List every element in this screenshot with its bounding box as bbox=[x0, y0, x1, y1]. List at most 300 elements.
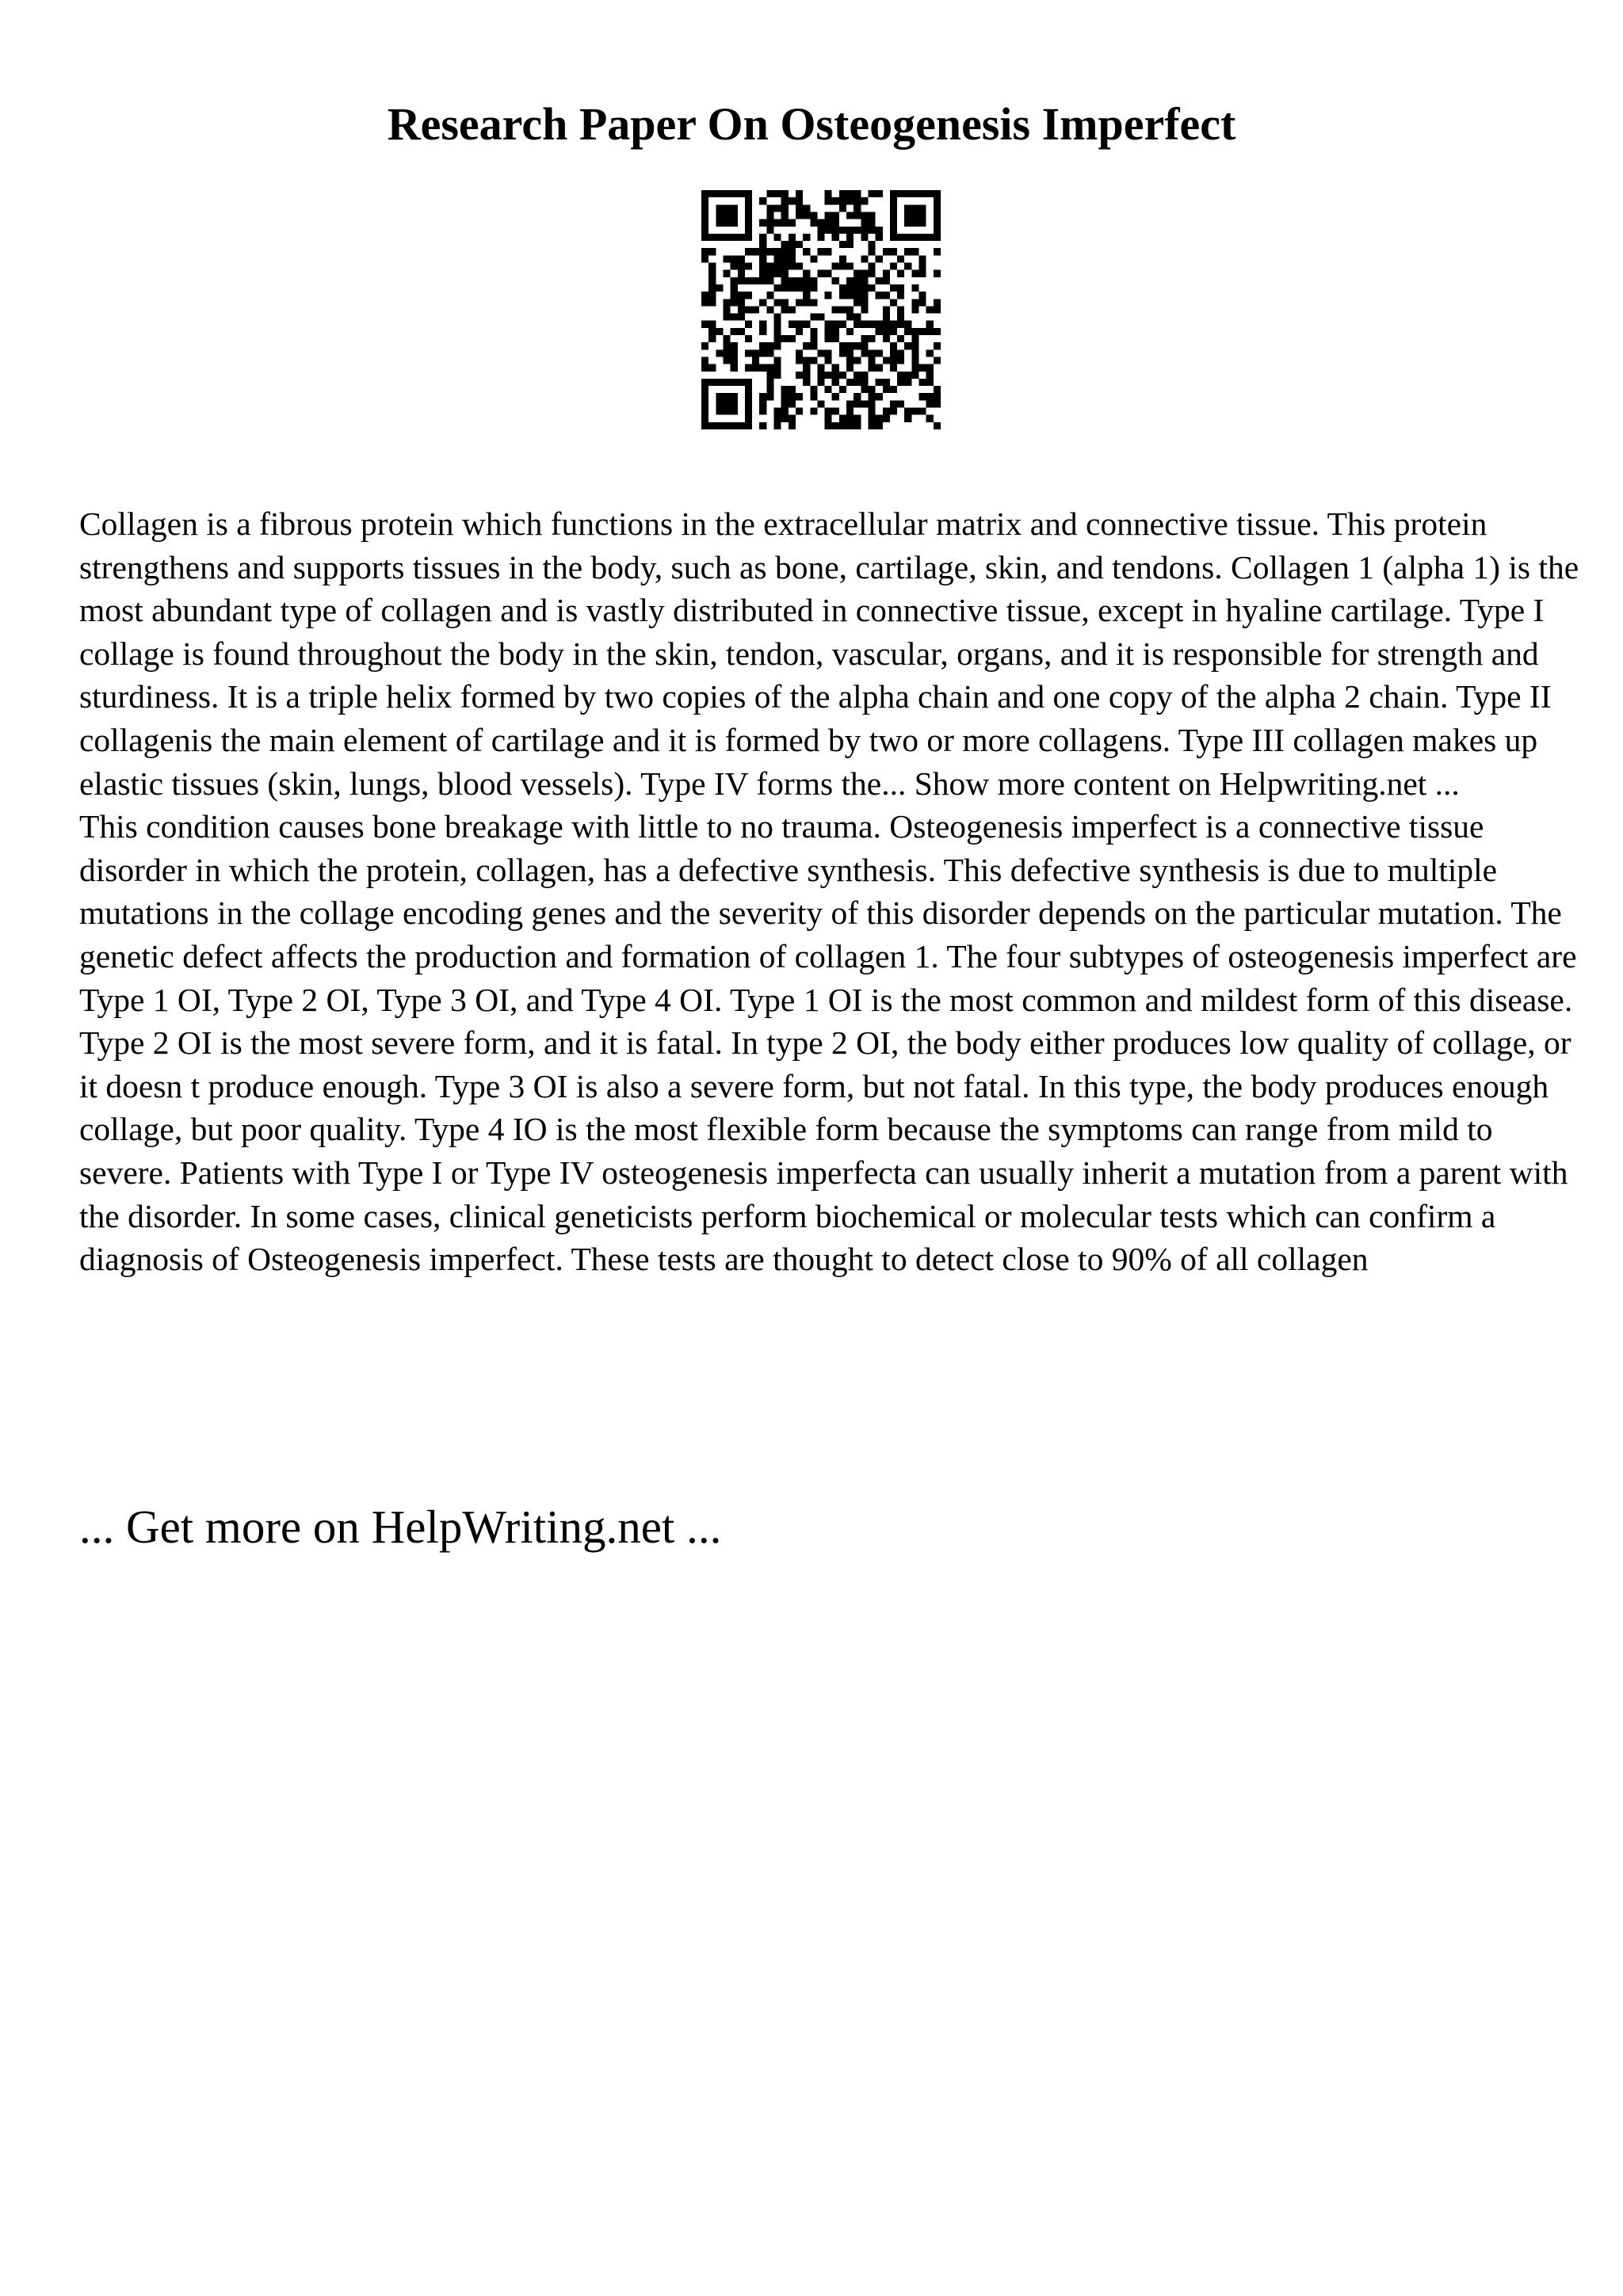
qr-module bbox=[803, 234, 810, 241]
qr-module bbox=[810, 212, 817, 219]
qr-module bbox=[723, 422, 730, 429]
article-body bbox=[79, 502, 1585, 1281]
qr-module bbox=[868, 349, 875, 357]
qr-module bbox=[890, 197, 897, 204]
qr-module bbox=[832, 212, 839, 219]
qr-module bbox=[781, 400, 789, 407]
qr-module bbox=[701, 400, 708, 407]
qr-module bbox=[883, 379, 890, 386]
qr-module bbox=[716, 422, 723, 429]
qr-module bbox=[839, 422, 846, 429]
qr-module bbox=[883, 270, 890, 277]
qr-module bbox=[904, 263, 911, 270]
qr-module bbox=[911, 408, 918, 415]
qr-module bbox=[846, 364, 854, 372]
qr-module bbox=[868, 393, 875, 400]
qr-module bbox=[738, 263, 745, 270]
qr-module bbox=[731, 284, 738, 292]
qr-module bbox=[789, 335, 796, 342]
qr-module bbox=[854, 314, 861, 321]
qr-module bbox=[789, 400, 796, 407]
qr-module bbox=[759, 263, 766, 270]
qr-module bbox=[890, 328, 897, 335]
qr-module bbox=[825, 321, 832, 328]
qr-module bbox=[890, 190, 897, 197]
qr-module bbox=[825, 190, 832, 197]
qr-module bbox=[861, 277, 868, 284]
qr-module bbox=[781, 248, 789, 255]
qr-module bbox=[708, 270, 716, 277]
qr-module bbox=[752, 306, 759, 313]
qr-module bbox=[839, 306, 846, 313]
qr-module bbox=[832, 321, 839, 328]
qr-module bbox=[752, 364, 759, 372]
qr-module bbox=[817, 219, 824, 227]
qr-module bbox=[781, 190, 789, 197]
qr-module bbox=[934, 400, 941, 407]
qr-module bbox=[731, 364, 738, 372]
qr-module bbox=[876, 277, 883, 284]
qr-module bbox=[759, 197, 766, 204]
qr-module bbox=[876, 321, 883, 328]
qr-module bbox=[832, 393, 839, 400]
qr-module bbox=[861, 372, 868, 379]
qr-module bbox=[919, 190, 926, 197]
qr-module bbox=[861, 321, 868, 328]
qr-module bbox=[817, 314, 824, 321]
qr-module bbox=[810, 393, 817, 400]
qr-module bbox=[846, 227, 854, 234]
qr-module bbox=[839, 255, 846, 262]
qr-module bbox=[723, 306, 730, 313]
qr-module bbox=[723, 357, 730, 364]
qr-module bbox=[796, 357, 803, 364]
qr-module bbox=[708, 335, 716, 342]
qr-module bbox=[846, 263, 854, 270]
qr-module bbox=[731, 342, 738, 349]
qr-module bbox=[846, 277, 854, 284]
qr-module bbox=[861, 270, 868, 277]
qr-module bbox=[919, 234, 926, 241]
qr-module bbox=[868, 190, 875, 197]
qr-module bbox=[854, 400, 861, 407]
qr-module bbox=[766, 277, 773, 284]
qr-module bbox=[701, 227, 708, 234]
qr-module bbox=[846, 292, 854, 299]
qr-module bbox=[890, 299, 897, 306]
qr-module bbox=[745, 197, 752, 204]
qr-module bbox=[876, 292, 883, 299]
qr-module bbox=[817, 349, 824, 357]
qr-module bbox=[825, 357, 832, 364]
qr-module bbox=[745, 386, 752, 393]
qr-module bbox=[911, 234, 918, 241]
qr-module bbox=[846, 314, 854, 321]
qr-module bbox=[766, 393, 773, 400]
qr-module bbox=[759, 349, 766, 357]
qr-module bbox=[934, 197, 941, 204]
qr-module bbox=[883, 386, 890, 393]
qr-module bbox=[716, 349, 723, 357]
qr-module bbox=[868, 248, 875, 255]
qr-module bbox=[868, 212, 875, 219]
qr-module bbox=[803, 212, 810, 219]
qr-module bbox=[817, 372, 824, 379]
qr-module bbox=[803, 204, 810, 212]
qr-module bbox=[919, 270, 926, 277]
qr-module bbox=[803, 248, 810, 255]
qr-module bbox=[716, 379, 723, 386]
qr-module bbox=[708, 299, 716, 306]
qr-module bbox=[723, 335, 730, 342]
qr-module bbox=[911, 335, 918, 342]
qr-module bbox=[745, 190, 752, 197]
qr-module bbox=[796, 204, 803, 212]
qr-module bbox=[759, 400, 766, 407]
qr-module bbox=[781, 393, 789, 400]
qr-module bbox=[890, 248, 897, 255]
qr-module bbox=[919, 219, 926, 227]
qr-module bbox=[897, 284, 904, 292]
qr-module bbox=[738, 292, 745, 299]
qr-module bbox=[766, 386, 773, 393]
qr-module bbox=[825, 386, 832, 393]
qr-module bbox=[752, 248, 759, 255]
page-title: Research Paper On Osteogenesis Imperfect bbox=[387, 98, 1236, 150]
qr-module bbox=[716, 393, 723, 400]
qr-module bbox=[701, 204, 708, 212]
qr-module bbox=[861, 342, 868, 349]
qr-module bbox=[723, 299, 730, 306]
qr-module bbox=[708, 248, 716, 255]
qr-module bbox=[890, 364, 897, 372]
qr-module bbox=[904, 328, 911, 335]
qr-module bbox=[825, 422, 832, 429]
qr-module bbox=[883, 292, 890, 299]
qr-module bbox=[904, 234, 911, 241]
qr-module bbox=[876, 379, 883, 386]
qr-module bbox=[861, 400, 868, 407]
qr-module bbox=[796, 190, 803, 197]
qr-module bbox=[759, 277, 766, 284]
qr-module bbox=[781, 415, 789, 422]
qr-module bbox=[904, 248, 911, 255]
qr-module bbox=[832, 306, 839, 313]
qr-module bbox=[766, 379, 773, 386]
qr-module bbox=[781, 212, 789, 219]
qr-module bbox=[934, 328, 941, 335]
qr-module bbox=[926, 306, 934, 313]
qr-module bbox=[919, 364, 926, 372]
qr-module bbox=[890, 342, 897, 349]
qr-module bbox=[825, 219, 832, 227]
qr-module bbox=[911, 357, 918, 364]
qr-module bbox=[861, 219, 868, 227]
qr-module bbox=[861, 255, 868, 262]
qr-module bbox=[934, 204, 941, 212]
qr-module bbox=[781, 270, 789, 277]
qr-module bbox=[774, 263, 781, 270]
qr-module bbox=[911, 364, 918, 372]
qr-module bbox=[789, 263, 796, 270]
qr-module bbox=[789, 321, 796, 328]
qr-module bbox=[810, 299, 817, 306]
qr-module bbox=[774, 299, 781, 306]
qr-module bbox=[745, 248, 752, 255]
qr-module bbox=[774, 372, 781, 379]
qr-module bbox=[934, 248, 941, 255]
qr-module bbox=[911, 219, 918, 227]
qr-module bbox=[745, 349, 752, 357]
qr-module bbox=[868, 400, 875, 407]
qr-module bbox=[781, 306, 789, 313]
qr-module bbox=[846, 234, 854, 241]
qr-module bbox=[723, 400, 730, 407]
qr-module bbox=[738, 277, 745, 284]
qr-module bbox=[745, 408, 752, 415]
qr-module bbox=[919, 263, 926, 270]
qr-module bbox=[701, 357, 708, 364]
qr-module bbox=[759, 241, 766, 248]
qr-module bbox=[839, 204, 846, 212]
qr-module bbox=[861, 386, 868, 393]
qr-module bbox=[731, 212, 738, 219]
qr-module bbox=[716, 190, 723, 197]
qr-module bbox=[890, 400, 897, 407]
qr-module bbox=[883, 277, 890, 284]
qr-module bbox=[781, 197, 789, 204]
qr-module bbox=[759, 328, 766, 335]
qr-module bbox=[796, 372, 803, 379]
qr-module bbox=[731, 349, 738, 357]
qr-module bbox=[876, 349, 883, 357]
qr-module bbox=[789, 284, 796, 292]
qr-module bbox=[701, 248, 708, 255]
qr-module bbox=[708, 284, 716, 292]
qr-module bbox=[825, 212, 832, 219]
qr-module bbox=[796, 284, 803, 292]
qr-module bbox=[832, 379, 839, 386]
qr-module bbox=[803, 277, 810, 284]
qr-module bbox=[832, 335, 839, 342]
qr-module bbox=[854, 299, 861, 306]
qr-module bbox=[817, 379, 824, 386]
qr-module bbox=[774, 364, 781, 372]
qr-module bbox=[934, 270, 941, 277]
qr-module bbox=[731, 422, 738, 429]
qr-module bbox=[934, 306, 941, 313]
qr-module bbox=[883, 415, 890, 422]
qr-module bbox=[716, 204, 723, 212]
qr-module bbox=[723, 212, 730, 219]
qr-module bbox=[701, 364, 708, 372]
qr-module bbox=[883, 335, 890, 342]
qr-module bbox=[926, 415, 934, 422]
qr-module bbox=[817, 248, 824, 255]
qr-module bbox=[846, 400, 854, 407]
qr-module bbox=[854, 342, 861, 349]
qr-module bbox=[774, 270, 781, 277]
qr-module bbox=[745, 335, 752, 342]
qr-module bbox=[708, 263, 716, 270]
qr-module bbox=[796, 263, 803, 270]
qr-module bbox=[781, 284, 789, 292]
qr-module bbox=[789, 422, 796, 429]
qr-module bbox=[861, 212, 868, 219]
qr-module bbox=[919, 292, 926, 299]
qr-module bbox=[789, 255, 796, 262]
qr-module bbox=[723, 393, 730, 400]
qr-module bbox=[897, 349, 904, 357]
qr-module bbox=[701, 422, 708, 429]
qr-module bbox=[883, 306, 890, 313]
qr-module bbox=[934, 393, 941, 400]
qr-module bbox=[868, 241, 875, 248]
qr-module bbox=[766, 349, 773, 357]
qr-module bbox=[825, 248, 832, 255]
qr-module bbox=[789, 248, 796, 255]
qr-module bbox=[796, 241, 803, 248]
qr-module bbox=[774, 321, 781, 328]
qr-module bbox=[803, 372, 810, 379]
qr-module bbox=[926, 321, 934, 328]
qr-module bbox=[701, 342, 708, 349]
qr-module bbox=[846, 197, 854, 204]
qr-module bbox=[745, 415, 752, 422]
qr-module bbox=[789, 241, 796, 248]
qr-module bbox=[832, 408, 839, 415]
qr-module bbox=[839, 386, 846, 393]
qr-module bbox=[861, 197, 868, 204]
qr-module bbox=[846, 422, 854, 429]
qr-module bbox=[810, 328, 817, 335]
qr-module bbox=[723, 314, 730, 321]
qr-module bbox=[803, 321, 810, 328]
qr-module bbox=[876, 328, 883, 335]
qr-module bbox=[897, 335, 904, 342]
qr-module bbox=[731, 328, 738, 335]
qr-module bbox=[934, 357, 941, 364]
qr-module bbox=[854, 372, 861, 379]
get-more-link[interactable]: ... Get more on HelpWriting.net ... bbox=[79, 1501, 722, 1553]
qr-module bbox=[708, 379, 716, 386]
qr-module bbox=[752, 349, 759, 357]
qr-module bbox=[854, 197, 861, 204]
qr-module bbox=[825, 292, 832, 299]
qr-module bbox=[934, 190, 941, 197]
qr-module bbox=[759, 422, 766, 429]
qr-module bbox=[803, 379, 810, 386]
qr-module bbox=[810, 219, 817, 227]
qr-module bbox=[731, 292, 738, 299]
qr-module bbox=[723, 342, 730, 349]
qr-module bbox=[846, 349, 854, 357]
qr-module bbox=[904, 204, 911, 212]
qr-module bbox=[890, 212, 897, 219]
qr-module bbox=[846, 212, 854, 219]
qr-module bbox=[839, 263, 846, 270]
qr-module bbox=[919, 204, 926, 212]
qr-module bbox=[934, 299, 941, 306]
qr-module bbox=[926, 190, 934, 197]
qr-module bbox=[911, 248, 918, 255]
qr-module bbox=[854, 284, 861, 292]
qr-module bbox=[919, 299, 926, 306]
qr-module bbox=[708, 364, 716, 372]
qr-module bbox=[701, 212, 708, 219]
qr-module bbox=[897, 306, 904, 313]
qr-module bbox=[796, 277, 803, 284]
qr-module bbox=[774, 422, 781, 429]
qr-module bbox=[774, 284, 781, 292]
qr-module bbox=[897, 379, 904, 386]
qr-module bbox=[926, 328, 934, 335]
qr-module bbox=[774, 415, 781, 422]
qr-module bbox=[803, 357, 810, 364]
qr-module bbox=[745, 393, 752, 400]
qr-module bbox=[825, 415, 832, 422]
qr-module bbox=[897, 270, 904, 277]
qr-module bbox=[890, 357, 897, 364]
qr-module bbox=[868, 321, 875, 328]
qr-module bbox=[731, 263, 738, 270]
qr-module bbox=[846, 357, 854, 364]
qr-module bbox=[832, 422, 839, 429]
qr-module bbox=[861, 227, 868, 234]
qr-module bbox=[926, 234, 934, 241]
qr-module bbox=[839, 372, 846, 379]
qr-module bbox=[803, 364, 810, 372]
qr-module bbox=[774, 248, 781, 255]
qr-module bbox=[708, 190, 716, 197]
qr-module bbox=[774, 408, 781, 415]
qr-module bbox=[774, 328, 781, 335]
qr-module bbox=[796, 349, 803, 357]
qr-module bbox=[745, 212, 752, 219]
qr-module bbox=[796, 328, 803, 335]
qr-module bbox=[817, 364, 824, 372]
qr-module bbox=[781, 408, 789, 415]
qr-module bbox=[861, 299, 868, 306]
qr-module bbox=[766, 270, 773, 277]
qr-module bbox=[723, 234, 730, 241]
qr-module bbox=[701, 415, 708, 422]
qr-module bbox=[876, 393, 883, 400]
qr-module bbox=[839, 197, 846, 204]
qr-module bbox=[731, 400, 738, 407]
qr-module bbox=[911, 306, 918, 313]
qr-module bbox=[701, 197, 708, 204]
qr-module bbox=[766, 219, 773, 227]
qr-module bbox=[832, 197, 839, 204]
qr-module bbox=[766, 342, 773, 349]
qr-module bbox=[781, 386, 789, 393]
qr-module bbox=[854, 415, 861, 422]
qr-module bbox=[701, 219, 708, 227]
qr-module bbox=[723, 255, 730, 262]
qr-module bbox=[701, 292, 708, 299]
qr-module bbox=[781, 263, 789, 270]
qr-module bbox=[781, 335, 789, 342]
qr-module bbox=[738, 379, 745, 386]
qr-module bbox=[861, 379, 868, 386]
qr-module bbox=[839, 227, 846, 234]
qr-module bbox=[781, 204, 789, 212]
qr-module bbox=[796, 299, 803, 306]
qr-module bbox=[752, 277, 759, 284]
qr-module bbox=[846, 306, 854, 313]
qr-module bbox=[738, 299, 745, 306]
